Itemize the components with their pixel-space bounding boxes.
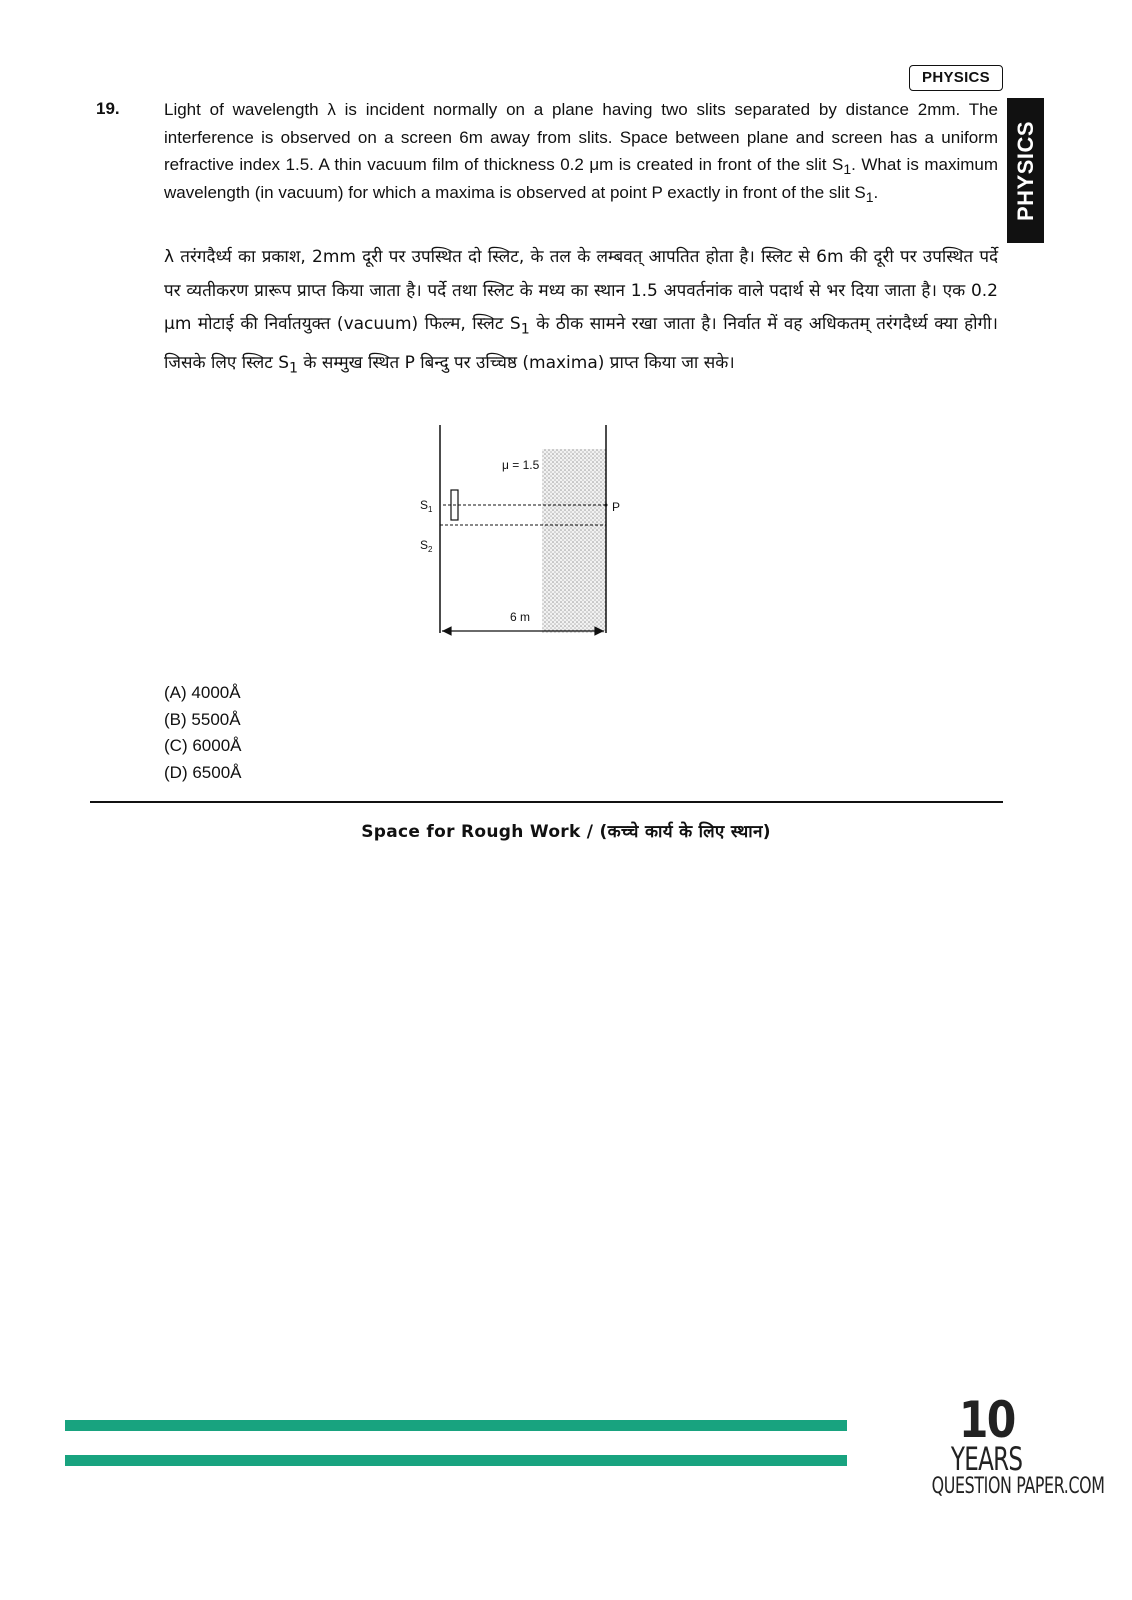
english-part-1: Light of wavelength λ is incident normally on a plane having two slits separated by distance 2mm. The interference is observed on a screen 6m away from slits. Space between plane and screen has a uniform refractive index 1.5. A thin vacuum film of thickness 0.2 μm is created in front of the slit S bbox=[164, 100, 998, 174]
s1-label: $S_1$ bbox=[420, 498, 433, 514]
hindi-part-3: के सम्मुख स्थित P बिन्दु पर उच्चिष्ठ (maxima) प्राप्त किया जा सके। bbox=[298, 352, 735, 373]
question-text-english bbox=[164, 96, 998, 206]
footer-stripe-top bbox=[65, 1420, 847, 1431]
footer-stripe-bottom bbox=[65, 1455, 847, 1466]
option-b[interactable]: (B) 5500Å bbox=[164, 709, 241, 729]
hindi-part-2: के ठीक सामने रखा जाता है। निर्वात में वह अधिकतम् तरंगदैर्ध्य क्या होगी। जिसके लिए स्लिट S bbox=[164, 314, 999, 373]
option-c[interactable]: (C) 6000Å bbox=[164, 736, 242, 755]
question-number: 19. bbox=[96, 99, 120, 118]
logo-years: YEARS bbox=[951, 1440, 1023, 1478]
english-part-3: . bbox=[873, 182, 879, 202]
p-label: P bbox=[612, 500, 621, 514]
hindi-sub-2: 1 bbox=[289, 360, 299, 377]
point-p-marker bbox=[605, 504, 608, 507]
s2-label: $S_2$ bbox=[420, 538, 433, 554]
logo-site: QUESTION PAPER.COM bbox=[931, 1474, 1105, 1499]
option-a[interactable]: (A) 4000Å bbox=[164, 683, 241, 702]
option-d[interactable]: (D) 6500Å bbox=[164, 762, 242, 782]
subject-tag: PHYSICS bbox=[909, 65, 1003, 91]
logo-number: 10 bbox=[959, 1391, 1015, 1449]
divider-line bbox=[90, 801, 1003, 803]
rough-work-label: Space for Rough Work / (कच्चे कार्य के लिए स्थान) bbox=[361, 822, 771, 842]
hindi-part-1: λ तरंगदैर्ध्य का प्रकाश, 2mm दूरी पर उपस्थित दो स्लिट, के तल के लम्बवत् आपतित होता है। स्लिट से 6m की दूरी पर उपस्थित पर्दे पर व्यतीकरण प्रारूप प्राप्त किया जाता है। पर्दे तथा स्लिट के मध्य का स्थान 1.5 अपवर्तनांक वाले पदार्थ से भर दिया जाता है। एक 0.2 μm मोटाई की निर्वातयुक्त (vacuum) फिल्म, स्लिट S bbox=[164, 247, 998, 334]
mu-label: μ = 1.5 bbox=[502, 458, 540, 472]
double-slit-diagram bbox=[420, 425, 660, 655]
side-tab-label: PHYSICS bbox=[1012, 120, 1038, 221]
site-logo bbox=[898, 1391, 1105, 1499]
english-sub-1: 1 bbox=[843, 161, 852, 177]
question-text-hindi bbox=[164, 241, 998, 386]
english-sub-2: 1 bbox=[865, 188, 874, 205]
english-part-2: . What is maximum wavelength (in vacuum) for which a maxima is observed at point P exactly in front of the slit S bbox=[164, 155, 998, 202]
answer-options bbox=[164, 680, 242, 786]
hindi-sub-1: 1 bbox=[520, 321, 530, 338]
medium-region bbox=[542, 449, 606, 633]
distance-label: 6 m bbox=[510, 610, 531, 624]
side-tab bbox=[1007, 98, 1044, 243]
